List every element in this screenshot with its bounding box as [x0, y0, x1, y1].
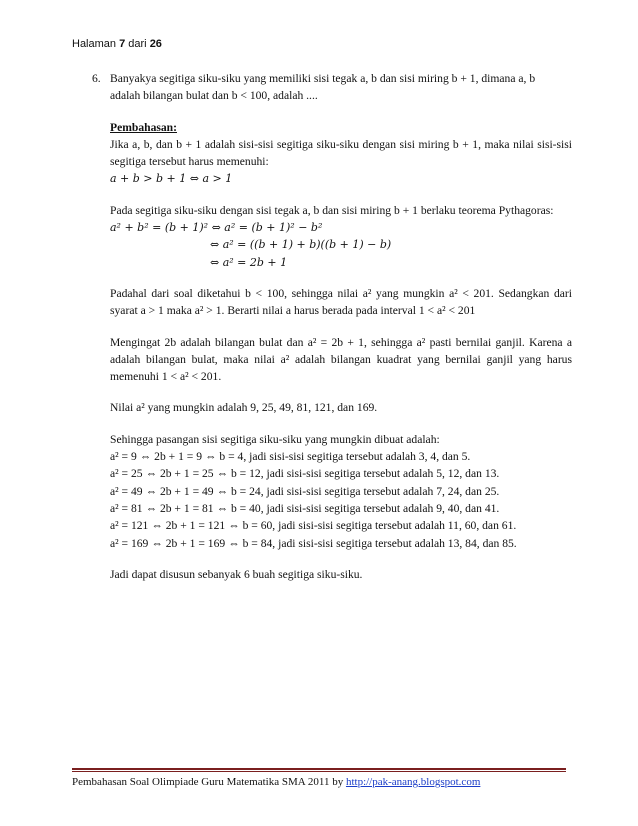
- solution-paragraph-5: Nilai a² yang mungkin adalah 9, 25, 49, 81, 121, dan 169.: [110, 401, 378, 415]
- pair-list: [110, 448, 572, 552]
- footer-rule-thin: [72, 771, 566, 772]
- pair-item: a² = 169 ⇔ 2b + 1 = 169 ⇔ b = 84, jadi sisi-sisi segitiga tersebut adalah 13, 84, dan 85.: [110, 536, 517, 550]
- conclusion: Jadi dapat disusun sebanyak 6 buah segitiga siku-siku.: [110, 567, 363, 581]
- solution-inequality: a + b > b + 1 ⇔ a > 1: [110, 172, 233, 186]
- pair-item: a² = 121 ⇔ 2b + 1 = 121 ⇔ b = 60, jadi sisi-sisi segitiga tersebut adalah 11, 60, dan 61.: [110, 519, 517, 533]
- solution-paragraph-1: Jika a, b, dan b + 1 adalah sisi-sisi segitiga siku-siku dengan sisi miring b + 1, maka nilai sisi-sisi segitiga tersebut harus memenuhi:: [110, 137, 572, 169]
- solution-paragraph-6: Sehingga pasangan sisi segitiga siku-siku yang mungkin dibuat adalah:: [110, 432, 440, 446]
- solution-paragraph-2: Pada segitiga siku-siku dengan sisi tegak a, b dan sisi miring b + 1 berlaku teorema Pythagoras:: [110, 203, 554, 217]
- footer-link[interactable]: http://pak-anang.blogspot.com: [345, 776, 481, 788]
- solution-paragraph-4: Mengingat 2b adalah bilangan bulat dan a² = 2b + 1, sehingga a² pasti bernilai ganjil. Karena a adalah bilangan bulat, maka nilai a² adalah bilangan kuadrat yang bernilai ganjil yang harus memenuhi 1 < a² < 201.: [110, 335, 572, 384]
- pair-item: a² = 9 ⇔ 2b + 1 = 9 ⇔ b = 4, jadi sisi-sisi segitiga tersebut adalah 3, 4, dan 5.: [110, 450, 471, 464]
- question: [110, 70, 572, 105]
- page-header: Halaman 7 dari 26: [72, 38, 162, 50]
- solution-title: Pembahasan:: [110, 120, 177, 134]
- pythagoras-eq-2: ⇔ a² = ((b + 1) + b)((b + 1) − b): [210, 238, 392, 252]
- document-body: [72, 70, 572, 583]
- pair-item: a² = 81 ⇔ 2b + 1 = 81 ⇔ b = 40, jadi sisi-sisi segitiga tersebut adalah 9, 40, dan 41.: [110, 501, 500, 515]
- pythagoras-eq-3: ⇔ a² = 2b + 1: [210, 255, 288, 269]
- pythagoras-eq-1: a² + b² = (b + 1)² ⇔ a² = (b + 1)² − b²: [110, 221, 323, 235]
- solution: [110, 119, 572, 584]
- footer-rule: [72, 768, 566, 770]
- footer-text: Pembahasan Soal Olimpiade Guru Matematika SMA 2011 by: [72, 776, 346, 788]
- question-line-2: adalah bilangan bulat dan b < 100, adalah ....: [110, 89, 318, 103]
- pair-item: a² = 49 ⇔ 2b + 1 = 49 ⇔ b = 24, jadi sisi-sisi segitiga tersebut adalah 7, 24, dan 25.: [110, 484, 500, 498]
- pair-item: a² = 25 ⇔ 2b + 1 = 25 ⇔ b = 12, jadi sisi-sisi segitiga tersebut adalah 5, 12, dan 13.: [110, 467, 500, 481]
- question-line-1: Banyakya segitiga siku-siku yang memiliki sisi tegak a, b dan sisi miring b + 1, dimana a, b: [110, 72, 536, 85]
- solution-paragraph-3: Padahal dari soal diketahui b < 100, sehingga nilai a² yang mungkin a² < 201. Sedangkan dari syarat a > 1 maka a² > 1. Berarti nilai a harus berada pada interval 1 < a² < 201: [110, 286, 572, 318]
- question-number: 6.: [92, 72, 101, 85]
- page-footer: [72, 776, 480, 788]
